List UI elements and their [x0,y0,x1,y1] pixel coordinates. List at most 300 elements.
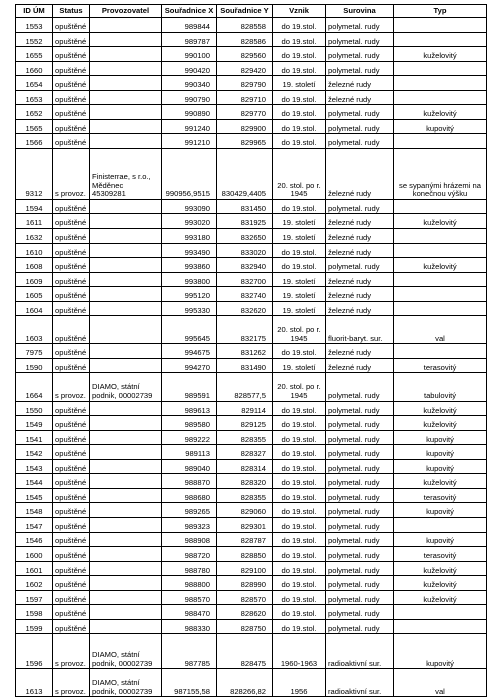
cell-y[interactable]: 829560 [217,47,273,62]
header-surovina[interactable]: Surovina [326,5,394,18]
cell-y[interactable]: 829790 [217,76,273,91]
cell-provozovatel[interactable] [90,416,162,431]
cell-surovina[interactable]: radioaktivní sur. [326,634,394,669]
cell-surovina[interactable]: železné rudy [326,301,394,316]
cell-status[interactable]: opuštěné [53,316,90,344]
cell-provozovatel[interactable] [90,401,162,416]
cell-surovina[interactable]: polymetal. rudy [326,47,394,62]
cell-surovina[interactable]: polymetal. rudy [326,258,394,273]
cell-vznik[interactable]: do 19.stol. [273,134,326,149]
cell-vznik[interactable]: do 19.stol. [273,344,326,359]
cell-vznik[interactable]: 19. století [273,76,326,91]
cell-provozovatel[interactable] [90,90,162,105]
cell-x[interactable]: 989787 [162,32,217,47]
cell-provozovatel[interactable] [90,344,162,359]
cell-x[interactable]: 989580 [162,416,217,431]
cell-provozovatel[interactable] [90,358,162,373]
cell-id[interactable]: 1596 [16,634,53,669]
cell-provozovatel[interactable] [90,619,162,634]
cell-id[interactable]: 1654 [16,76,53,91]
cell-provozovatel[interactable] [90,287,162,302]
cell-vznik[interactable]: do 19.stol. [273,517,326,532]
cell-typ[interactable]: terasovitý [394,488,487,503]
cell-typ[interactable]: val [394,316,487,344]
cell-typ[interactable] [394,199,487,214]
cell-typ[interactable]: kuželovitý [394,105,487,120]
cell-vznik[interactable]: 19. století [273,287,326,302]
cell-surovina[interactable]: polymetal. rudy [326,105,394,120]
cell-status[interactable]: opuštěné [53,243,90,258]
cell-status[interactable]: opuštěné [53,547,90,562]
cell-status[interactable]: opuštěné [53,134,90,149]
cell-surovina[interactable]: polymetal. rudy [326,517,394,532]
cell-y[interactable]: 828586 [217,32,273,47]
cell-typ[interactable]: kuželovitý [394,561,487,576]
cell-y[interactable]: 831450 [217,199,273,214]
cell-vznik[interactable]: do 19.stol. [273,258,326,273]
cell-typ[interactable] [394,32,487,47]
cell-vznik[interactable]: do 19.stol. [273,401,326,416]
cell-provozovatel[interactable] [90,47,162,62]
cell-y[interactable]: 832740 [217,287,273,302]
cell-y[interactable]: 828314 [217,459,273,474]
cell-x[interactable]: 988908 [162,532,217,547]
cell-id[interactable]: 1605 [16,287,53,302]
cell-x[interactable]: 995330 [162,301,217,316]
cell-typ[interactable]: tabulovitý [394,373,487,401]
cell-typ[interactable] [394,61,487,76]
cell-status[interactable]: opuštěné [53,561,90,576]
cell-provozovatel[interactable] [90,532,162,547]
cell-status[interactable]: opuštěné [53,590,90,605]
cell-x[interactable]: 990340 [162,76,217,91]
cell-provozovatel[interactable] [90,32,162,47]
cell-id[interactable]: 1608 [16,258,53,273]
cell-id[interactable]: 1566 [16,134,53,149]
cell-status[interactable]: opuštěné [53,214,90,229]
cell-typ[interactable]: kupovitý [394,445,487,460]
cell-y[interactable]: 828475 [217,634,273,669]
cell-vznik[interactable]: do 19.stol. [273,619,326,634]
cell-typ[interactable]: kupovitý [394,532,487,547]
cell-typ[interactable] [394,134,487,149]
cell-status[interactable]: opuštěné [53,105,90,120]
cell-x[interactable]: 994270 [162,358,217,373]
cell-surovina[interactable]: polymetal. rudy [326,18,394,33]
cell-surovina[interactable]: polymetal. rudy [326,416,394,431]
cell-id[interactable]: 1599 [16,619,53,634]
cell-vznik[interactable]: 19. století [273,214,326,229]
cell-vznik[interactable]: 19. století [273,301,326,316]
cell-y[interactable]: 829900 [217,119,273,134]
cell-status[interactable]: opuštěné [53,605,90,620]
cell-vznik[interactable]: 1956 [273,669,326,697]
cell-vznik[interactable]: do 19.stol. [273,105,326,120]
cell-vznik[interactable]: do 19.stol. [273,90,326,105]
cell-surovina[interactable]: polymetal. rudy [326,619,394,634]
cell-provozovatel[interactable] [90,430,162,445]
cell-surovina[interactable]: polymetal. rudy [326,547,394,562]
cell-typ[interactable]: kuželovitý [394,576,487,591]
header-status[interactable]: Status [53,5,90,18]
cell-x[interactable]: 988330 [162,619,217,634]
cell-typ[interactable]: terasovitý [394,547,487,562]
cell-surovina[interactable]: polymetal. rudy [326,61,394,76]
cell-provozovatel[interactable] [90,445,162,460]
cell-status[interactable]: opuštěné [53,76,90,91]
cell-status[interactable]: opuštěné [53,47,90,62]
cell-x[interactable]: 987785 [162,634,217,669]
cell-id[interactable]: 1601 [16,561,53,576]
cell-id[interactable]: 1543 [16,459,53,474]
cell-vznik[interactable]: do 19.stol. [273,503,326,518]
cell-typ[interactable] [394,243,487,258]
cell-provozovatel[interactable] [90,243,162,258]
cell-x[interactable]: 989844 [162,18,217,33]
cell-id[interactable]: 1655 [16,47,53,62]
cell-typ[interactable] [394,229,487,244]
cell-status[interactable]: s provoz. [53,669,90,697]
cell-y[interactable]: 829965 [217,134,273,149]
cell-status[interactable]: opuštěné [53,61,90,76]
cell-y[interactable]: 833020 [217,243,273,258]
cell-status[interactable]: opuštěné [53,503,90,518]
cell-x[interactable]: 987155,58 [162,669,217,697]
cell-vznik[interactable]: do 19.stol. [273,416,326,431]
cell-x[interactable]: 989113 [162,445,217,460]
cell-y[interactable]: 832700 [217,272,273,287]
cell-x[interactable]: 990790 [162,90,217,105]
cell-typ[interactable]: kupovitý [394,430,487,445]
cell-id[interactable]: 1597 [16,590,53,605]
cell-surovina[interactable]: polymetal. rudy [326,119,394,134]
cell-surovina[interactable]: polymetal. rudy [326,488,394,503]
cell-surovina[interactable]: polymetal. rudy [326,503,394,518]
cell-provozovatel[interactable] [90,301,162,316]
cell-status[interactable]: opuštěné [53,358,90,373]
cell-y[interactable]: 828850 [217,547,273,562]
cell-vznik[interactable]: do 19.stol. [273,47,326,62]
cell-provozovatel[interactable] [90,488,162,503]
cell-status[interactable]: opuštěné [53,272,90,287]
cell-surovina[interactable]: polymetal. rudy [326,445,394,460]
cell-id[interactable]: 1652 [16,105,53,120]
cell-vznik[interactable]: 19. století [273,358,326,373]
cell-typ[interactable]: kuželovitý [394,47,487,62]
cell-y[interactable]: 828577,5 [217,373,273,401]
cell-status[interactable]: s provoz. [53,634,90,669]
header-typ[interactable]: Typ [394,5,487,18]
cell-id[interactable]: 1610 [16,243,53,258]
header-vznik[interactable]: Vznik [273,5,326,18]
cell-vznik[interactable]: do 19.stol. [273,18,326,33]
cell-status[interactable]: opuštěné [53,401,90,416]
cell-x[interactable]: 993020 [162,214,217,229]
cell-x[interactable]: 988780 [162,561,217,576]
cell-status[interactable]: opuštěné [53,488,90,503]
cell-status[interactable]: opuštěné [53,199,90,214]
cell-surovina[interactable]: železné rudy [326,76,394,91]
cell-typ[interactable] [394,605,487,620]
cell-x[interactable]: 993800 [162,272,217,287]
cell-surovina[interactable]: polymetal. rudy [326,134,394,149]
cell-surovina[interactable]: polymetal. rudy [326,430,394,445]
cell-surovina[interactable]: železné rudy [326,148,394,199]
cell-surovina[interactable]: polymetal. rudy [326,561,394,576]
cell-y[interactable]: 831925 [217,214,273,229]
cell-x[interactable]: 988470 [162,605,217,620]
cell-x[interactable]: 989591 [162,373,217,401]
cell-surovina[interactable]: železné rudy [326,358,394,373]
cell-id[interactable]: 7975 [16,344,53,359]
cell-provozovatel[interactable] [90,590,162,605]
cell-x[interactable]: 989222 [162,430,217,445]
cell-y[interactable]: 828327 [217,445,273,460]
cell-vznik[interactable]: 20. stol. po r. 1945 [273,373,326,401]
cell-y[interactable]: 829100 [217,561,273,576]
cell-id[interactable]: 1632 [16,229,53,244]
cell-vznik[interactable]: do 19.stol. [273,576,326,591]
cell-x[interactable]: 989040 [162,459,217,474]
cell-status[interactable]: opuštěné [53,459,90,474]
cell-vznik[interactable]: do 19.stol. [273,488,326,503]
cell-id[interactable]: 1598 [16,605,53,620]
cell-status[interactable]: opuštěné [53,258,90,273]
cell-status[interactable]: opuštěné [53,517,90,532]
cell-typ[interactable]: kuželovitý [394,214,487,229]
cell-provozovatel[interactable] [90,119,162,134]
cell-typ[interactable] [394,287,487,302]
cell-surovina[interactable]: fluorit-baryt. sur. [326,316,394,344]
cell-vznik[interactable]: do 19.stol. [273,561,326,576]
cell-id[interactable]: 1594 [16,199,53,214]
cell-vznik[interactable]: 19. století [273,272,326,287]
cell-x[interactable]: 993490 [162,243,217,258]
cell-surovina[interactable]: železné rudy [326,287,394,302]
cell-surovina[interactable]: železné rudy [326,272,394,287]
cell-surovina[interactable]: železné rudy [326,214,394,229]
cell-provozovatel[interactable] [90,605,162,620]
cell-x[interactable]: 988800 [162,576,217,591]
cell-surovina[interactable]: radioaktivní sur. [326,669,394,697]
cell-provozovatel[interactable] [90,76,162,91]
cell-typ[interactable] [394,301,487,316]
cell-typ[interactable] [394,619,487,634]
cell-x[interactable]: 991240 [162,119,217,134]
cell-vznik[interactable]: do 19.stol. [273,61,326,76]
cell-typ[interactable] [394,344,487,359]
cell-surovina[interactable]: polymetal. rudy [326,32,394,47]
cell-y[interactable]: 828355 [217,430,273,445]
cell-provozovatel[interactable] [90,517,162,532]
cell-provozovatel[interactable]: DIAMO, státní podnik, 00002739 [90,373,162,401]
cell-vznik[interactable]: do 19.stol. [273,459,326,474]
cell-y[interactable]: 828558 [217,18,273,33]
cell-status[interactable]: opuštěné [53,119,90,134]
cell-id[interactable]: 1548 [16,503,53,518]
cell-status[interactable]: opuštěné [53,287,90,302]
cell-y[interactable]: 829710 [217,90,273,105]
cell-status[interactable]: s provoz. [53,148,90,199]
header-x[interactable]: Souřadnice X [162,5,217,18]
cell-y[interactable]: 832650 [217,229,273,244]
cell-x[interactable]: 988720 [162,547,217,562]
cell-x[interactable]: 988570 [162,590,217,605]
cell-provozovatel[interactable] [90,134,162,149]
cell-x[interactable]: 989323 [162,517,217,532]
cell-vznik[interactable]: do 19.stol. [273,430,326,445]
cell-provozovatel[interactable] [90,272,162,287]
cell-id[interactable]: 1547 [16,517,53,532]
cell-typ[interactable]: kuželovitý [394,416,487,431]
cell-x[interactable]: 988870 [162,474,217,489]
cell-id[interactable]: 1565 [16,119,53,134]
cell-y[interactable]: 831490 [217,358,273,373]
cell-provozovatel[interactable] [90,258,162,273]
cell-id[interactable]: 1590 [16,358,53,373]
cell-provozovatel[interactable] [90,105,162,120]
cell-provozovatel[interactable] [90,503,162,518]
cell-id[interactable]: 1553 [16,18,53,33]
cell-status[interactable]: opuštěné [53,474,90,489]
cell-provozovatel[interactable] [90,18,162,33]
cell-surovina[interactable]: polymetal. rudy [326,474,394,489]
cell-vznik[interactable]: do 19.stol. [273,32,326,47]
cell-id[interactable]: 1609 [16,272,53,287]
header-y[interactable]: Souřadnice Y [217,5,273,18]
cell-id[interactable]: 1544 [16,474,53,489]
cell-provozovatel[interactable] [90,459,162,474]
cell-surovina[interactable]: polymetal. rudy [326,590,394,605]
cell-status[interactable]: opuštěné [53,430,90,445]
cell-id[interactable]: 1549 [16,416,53,431]
cell-id[interactable]: 1600 [16,547,53,562]
cell-provozovatel[interactable] [90,547,162,562]
cell-y[interactable]: 832620 [217,301,273,316]
cell-y[interactable]: 828570 [217,590,273,605]
cell-y[interactable]: 828266,82 [217,669,273,697]
cell-x[interactable]: 989265 [162,503,217,518]
cell-surovina[interactable]: polymetal. rudy [326,401,394,416]
cell-typ[interactable]: kupovitý [394,459,487,474]
cell-surovina[interactable]: železné rudy [326,90,394,105]
cell-id[interactable]: 1602 [16,576,53,591]
cell-status[interactable]: opuštěné [53,301,90,316]
cell-y[interactable]: 829125 [217,416,273,431]
cell-x[interactable]: 990956,9515 [162,148,217,199]
cell-y[interactable]: 832175 [217,316,273,344]
cell-y[interactable]: 829301 [217,517,273,532]
cell-x[interactable]: 995120 [162,287,217,302]
cell-x[interactable]: 991210 [162,134,217,149]
cell-y[interactable]: 831262 [217,344,273,359]
cell-id[interactable]: 1552 [16,32,53,47]
cell-vznik[interactable]: 19. století [273,229,326,244]
cell-status[interactable]: opuštěné [53,344,90,359]
cell-typ[interactable]: kupovitý [394,503,487,518]
cell-x[interactable]: 990890 [162,105,217,120]
cell-vznik[interactable]: do 19.stol. [273,474,326,489]
cell-id[interactable]: 1664 [16,373,53,401]
cell-status[interactable]: opuštěné [53,90,90,105]
cell-id[interactable]: 1550 [16,401,53,416]
cell-surovina[interactable]: polymetal. rudy [326,532,394,547]
cell-y[interactable]: 828750 [217,619,273,634]
cell-vznik[interactable]: 20. stol. po r. 1945 [273,148,326,199]
cell-typ[interactable]: kuželovitý [394,401,487,416]
cell-typ[interactable]: terasovitý [394,358,487,373]
cell-vznik[interactable]: do 19.stol. [273,590,326,605]
cell-surovina[interactable]: polymetal. rudy [326,459,394,474]
cell-y[interactable]: 828355 [217,488,273,503]
cell-vznik[interactable]: do 19.stol. [273,243,326,258]
cell-y[interactable]: 829060 [217,503,273,518]
cell-status[interactable]: opuštěné [53,32,90,47]
cell-typ[interactable]: kuželovitý [394,474,487,489]
cell-surovina[interactable]: polymetal. rudy [326,199,394,214]
cell-y[interactable]: 829114 [217,401,273,416]
cell-y[interactable]: 829770 [217,105,273,120]
cell-surovina[interactable]: polymetal. rudy [326,576,394,591]
cell-y[interactable]: 828620 [217,605,273,620]
cell-status[interactable]: opuštěné [53,445,90,460]
cell-id[interactable]: 1541 [16,430,53,445]
cell-typ[interactable]: kuželovitý [394,258,487,273]
cell-status[interactable]: opuštěné [53,576,90,591]
cell-typ[interactable] [394,76,487,91]
cell-typ[interactable] [394,517,487,532]
cell-x[interactable]: 994675 [162,344,217,359]
cell-provozovatel[interactable] [90,61,162,76]
cell-id[interactable]: 1660 [16,61,53,76]
cell-vznik[interactable]: do 19.stol. [273,532,326,547]
cell-id[interactable]: 1545 [16,488,53,503]
cell-y[interactable]: 832940 [217,258,273,273]
header-id[interactable]: ID ÚM [16,5,53,18]
cell-surovina[interactable]: polymetal. rudy [326,373,394,401]
cell-status[interactable]: opuštěné [53,229,90,244]
cell-vznik[interactable]: 1960-1963 [273,634,326,669]
cell-typ[interactable] [394,90,487,105]
cell-y[interactable]: 830429,4405 [217,148,273,199]
cell-x[interactable]: 990100 [162,47,217,62]
cell-id[interactable]: 1653 [16,90,53,105]
cell-provozovatel[interactable]: DIAMO, státní podnik, 00002739 [90,634,162,669]
header-provozovatel[interactable]: Provozovatel [90,5,162,18]
cell-id[interactable]: 1603 [16,316,53,344]
cell-x[interactable]: 993090 [162,199,217,214]
cell-provozovatel[interactable] [90,474,162,489]
cell-status[interactable]: s provoz. [53,373,90,401]
cell-x[interactable]: 993180 [162,229,217,244]
cell-id[interactable]: 1604 [16,301,53,316]
cell-provozovatel[interactable]: Finisterrae, s r.o., Měděnec 45309281 [90,148,162,199]
cell-provozovatel[interactable] [90,199,162,214]
cell-y[interactable]: 828990 [217,576,273,591]
cell-id[interactable]: 1611 [16,214,53,229]
cell-id[interactable]: 1546 [16,532,53,547]
cell-typ[interactable] [394,272,487,287]
cell-id[interactable]: 9312 [16,148,53,199]
cell-y[interactable]: 829420 [217,61,273,76]
cell-vznik[interactable]: 20. stol. po r. 1945 [273,316,326,344]
cell-provozovatel[interactable] [90,561,162,576]
cell-status[interactable]: opuštěné [53,619,90,634]
cell-y[interactable]: 828320 [217,474,273,489]
cell-x[interactable]: 990420 [162,61,217,76]
cell-status[interactable]: opuštěné [53,532,90,547]
cell-surovina[interactable]: železné rudy [326,243,394,258]
